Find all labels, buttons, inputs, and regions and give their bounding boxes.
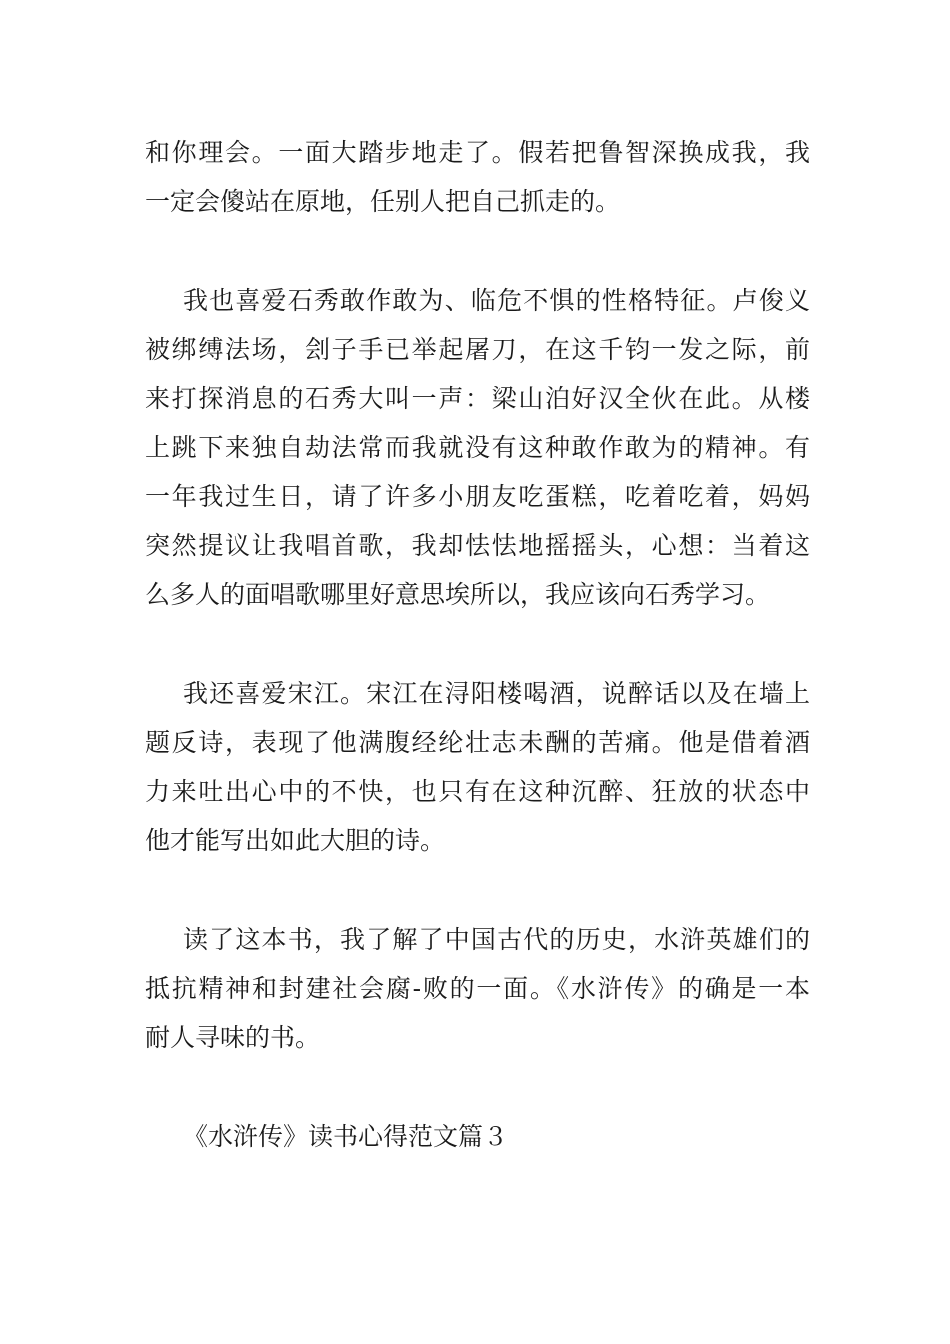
text-line: 突然提议让我唱首歌，我却怯怯地摇摇头，心想：当着这 — [145, 531, 810, 560]
document-body — [145, 128, 810, 1161]
text-line: 力来吐出心中的不快，也只有在这种沉醉、狂放的状态中 — [145, 777, 810, 806]
section-heading: 《水浒传》读书心得范文篇３ — [183, 1122, 509, 1151]
text-line: 我还喜爱宋江。宋江在浔阳楼喝酒，说醉话以及在墙上 — [183, 679, 810, 708]
text-line: 一定会傻站在原地，任别人把自己抓走的。 — [145, 187, 621, 216]
text-line: 我也喜爱石秀敢作敢为、临危不惧的性格特征。卢俊义 — [183, 286, 810, 315]
paragraph-shi-xiu — [145, 276, 810, 619]
text-line: 么多人的面唱歌哪里好意思埃所以，我应该向石秀学习。 — [145, 580, 771, 609]
paragraph-song-jiang — [145, 669, 810, 865]
text-line: 上跳下来独自劫法常而我就没有这种敢作敢为的精神。有 — [145, 433, 810, 462]
text-line: 题反诗，表现了他满腹经纶壮志未酬的苦痛。他是借着酒 — [145, 728, 810, 757]
text-line: 被绑缚法场，刽子手已举起屠刀，在这千钧一发之际，前 — [145, 335, 810, 364]
text-line: 耐人寻味的书。 — [145, 1023, 321, 1052]
text-line: 读了这本书，我了解了中国古代的历史，水浒英雄们的 — [183, 925, 810, 954]
paragraph-conclusion — [145, 915, 810, 1062]
text-line: 来打探消息的石秀大叫一声：梁山泊好汉全伙在此。从楼 — [145, 384, 810, 413]
text-line: 他才能写出如此大胆的诗。 — [145, 826, 446, 855]
text-line: 抵抗精神和封建社会腐-败的一面。《水浒传》的确是一本 — [145, 974, 810, 1003]
text-line: 和你理会。一面大踏步地走了。假若把鲁智深换成我，我 — [145, 138, 810, 167]
paragraph-continuation — [145, 128, 810, 226]
text-line: 一年我过生日，请了许多小朋友吃蛋糕，吃着吃着，妈妈 — [145, 482, 810, 511]
